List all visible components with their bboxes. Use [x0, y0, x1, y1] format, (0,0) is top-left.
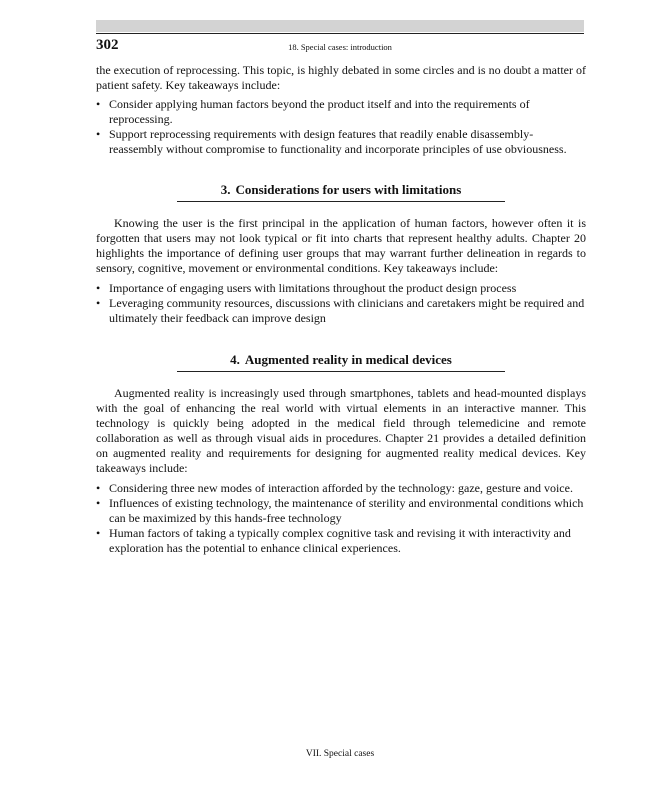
section-4-paragraph: Augmented reality is increasingly used through smartphones, tablets and head-mounted displays with the goal of enhancing the real world with virtual elements in an interactive manner. This technology is quickly being adopted in the medical field through telemedicine and remote collaboration as well as through visual aids in procedures. Chapter 21 provides a detailed definition on augmented reality and requirements for designing for augmented reality medical devices. Key takeaways include: [96, 386, 586, 475]
section-3-heading [177, 182, 505, 202]
section-3-bullet-list [96, 281, 586, 326]
section-4-title: Augmented reality in medical devices [244, 352, 452, 367]
page-body [96, 63, 586, 556]
bullet-icon: • [96, 281, 101, 295]
intro-paragraph: the execution of reprocessing. This topic, is highly debated in some circles and is no doubt a matter of patient safety. Key takeaways include: [96, 63, 586, 92]
list-item: • Considering three new modes of interaction afforded by the technology: gaze, gesture and voice. [96, 481, 573, 495]
bullet-icon: • [96, 496, 101, 510]
list-item: • Human factors of taking a typically complex cognitive task and revising it with interactivity and exploration has the potential to enhance clinical experiences. [96, 526, 571, 555]
bullet-icon: • [96, 481, 101, 495]
running-head: 18. Special cases: introduction [288, 42, 392, 52]
page-number: 302 [96, 37, 119, 53]
intro-bullet-list [96, 97, 586, 157]
section-3-paragraph: Knowing the user is the first principal in the application of human factors, however often it is forgotten that users may not look typical or fit into charts that represent healthy adults. Chapter 20 highlights the importance of defining user groups that may warrant further delineation in regards to sensory, cognitive, movement or environmental conditions. Key takeaways include: [96, 216, 586, 275]
bullet-icon: • [96, 526, 101, 540]
section-3-number: 3. [220, 182, 231, 197]
bullet-icon: • [96, 97, 101, 111]
bullet-icon: • [96, 296, 101, 310]
list-item: • Importance of engaging users with limitations throughout the product design process [96, 281, 517, 295]
section-3-title: Considerations for users with limitations [235, 182, 462, 197]
section-4-bullet-list [96, 481, 586, 556]
section-4-number: 4. [230, 352, 240, 367]
list-item: • Influences of existing technology, the maintenance of sterility and environmental conditions which can be maximized by this hands-free technology [96, 496, 584, 525]
bullet-icon: • [96, 127, 101, 141]
section-4-heading [177, 352, 505, 372]
page-footer: VII. Special cases [305, 749, 375, 759]
list-item: • Consider applying human factors beyond the product itself and into the requirements of reprocessing. [96, 97, 530, 126]
page-header [96, 33, 584, 56]
list-item: • Leveraging community resources, discussions with clinicians and caretakers might be required and ultimately their feedback can improve design [96, 296, 585, 325]
header-shade-bar [96, 20, 584, 32]
list-item: • Support reprocessing requirements with design features that readily enable disassembly-reassembly without compromise to functionality and incorporate principles of use obviousness. [96, 127, 567, 156]
